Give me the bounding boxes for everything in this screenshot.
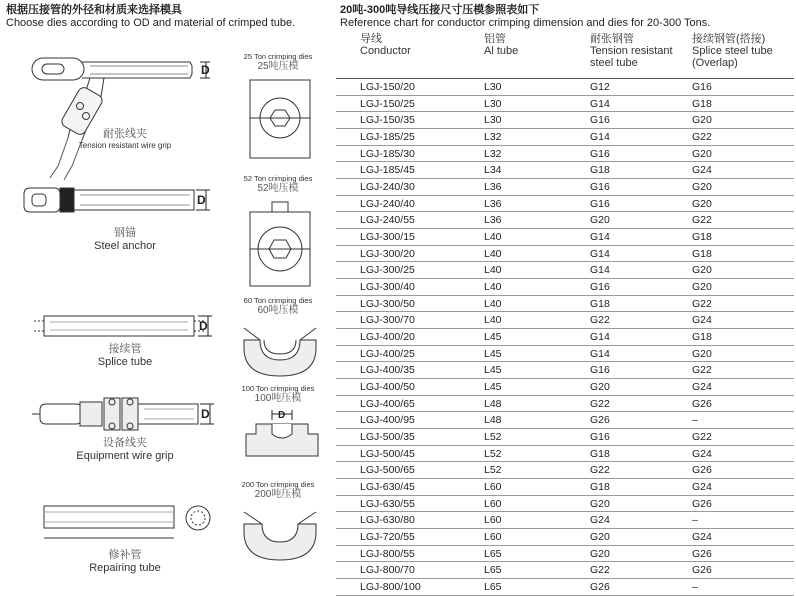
cell-al-tube: L65 xyxy=(484,547,502,560)
die-200-title xyxy=(228,480,328,500)
cell-splice-tube: G20 xyxy=(692,264,712,277)
table-row xyxy=(336,246,794,263)
cell-splice-tube: G26 xyxy=(692,497,712,510)
cell-splice-tube: G22 xyxy=(692,214,712,227)
die-200-drawing xyxy=(240,510,320,562)
figure-en-label: Repairing tube xyxy=(89,562,161,574)
cell-splice-tube: G26 xyxy=(692,564,712,577)
table-row xyxy=(336,296,794,313)
cell-splice-tube: G24 xyxy=(692,531,712,544)
table-row xyxy=(336,496,794,513)
cell-al-tube: L45 xyxy=(484,347,502,360)
table-row xyxy=(336,579,794,596)
cell-tension-tube: G22 xyxy=(590,564,610,577)
dimension-d-label-5: D xyxy=(278,410,286,421)
figure-cn-label: 设备线夹 xyxy=(103,437,147,449)
table-row xyxy=(336,429,794,446)
cell-conductor: LGJ-240/30 xyxy=(360,181,415,194)
die-25-title xyxy=(228,52,328,72)
cell-al-tube: L36 xyxy=(484,197,502,210)
cell-tension-tube: G16 xyxy=(590,281,610,294)
table-row xyxy=(336,329,794,346)
cell-conductor: LGJ-500/45 xyxy=(360,447,415,460)
cell-splice-tube: G22 xyxy=(692,131,712,144)
cell-conductor: LGJ-400/95 xyxy=(360,414,415,427)
repairing-tube-drawing xyxy=(20,498,220,548)
header-splice-steel-tube xyxy=(692,33,792,69)
die-cn-label: 200吨压模 xyxy=(254,489,302,500)
cell-al-tube: L36 xyxy=(484,214,502,227)
cell-splice-tube: G26 xyxy=(692,397,712,410)
cell-tension-tube: G22 xyxy=(590,397,610,410)
cell-tension-tube: G26 xyxy=(590,414,610,427)
die-100-title xyxy=(228,384,328,404)
die-25-drawing xyxy=(248,78,312,160)
table-row xyxy=(336,562,794,579)
cell-conductor: LGJ-185/45 xyxy=(360,164,415,177)
die-60-title xyxy=(228,296,328,316)
cell-conductor: LGJ-185/25 xyxy=(360,131,415,144)
header-al-tube xyxy=(484,33,518,57)
cell-tension-tube: G18 xyxy=(590,164,610,177)
figure-cn-label: 耐张线夹 xyxy=(103,128,147,140)
equipment-grip-drawing xyxy=(20,390,220,440)
figure-en-label: Tension resistant wire grip xyxy=(78,141,172,150)
cell-conductor: LGJ-720/55 xyxy=(360,531,415,544)
table-row xyxy=(336,146,794,163)
cell-tension-tube: G14 xyxy=(590,331,610,344)
table-row xyxy=(336,279,794,296)
cell-conductor: LGJ-400/50 xyxy=(360,381,415,394)
cell-conductor: LGJ-300/70 xyxy=(360,314,415,327)
cell-conductor: LGJ-630/80 xyxy=(360,514,415,527)
cell-splice-tube: G24 xyxy=(692,381,712,394)
cell-splice-tube: G22 xyxy=(692,297,712,310)
cell-al-tube: L30 xyxy=(484,114,502,127)
cell-splice-tube: G22 xyxy=(692,364,712,377)
cell-conductor: LGJ-400/20 xyxy=(360,331,415,344)
table-row xyxy=(336,479,794,496)
cell-splice-tube: G20 xyxy=(692,197,712,210)
cell-al-tube: L30 xyxy=(484,97,502,110)
cell-al-tube: L52 xyxy=(484,431,502,444)
cell-conductor: LGJ-150/20 xyxy=(360,81,415,93)
figure-repairing-tube-label xyxy=(60,546,190,574)
cell-splice-tube: – xyxy=(692,514,698,527)
cell-al-tube: L40 xyxy=(484,231,502,244)
cell-splice-tube: G16 xyxy=(692,81,712,93)
header-cn: 铝管 xyxy=(484,33,506,45)
cell-conductor: LGJ-400/35 xyxy=(360,364,415,377)
cell-conductor: LGJ-185/30 xyxy=(360,147,415,160)
die-en-label: 25 Ton crimping dies xyxy=(243,52,313,61)
table-row xyxy=(336,446,794,463)
cell-conductor: LGJ-400/65 xyxy=(360,397,415,410)
right-header-cn: 20吨-300吨导线压接尺寸压模参照表如下 xyxy=(340,4,540,16)
cell-al-tube: L32 xyxy=(484,131,502,144)
figure-en-label: Splice tube xyxy=(97,356,153,368)
header-cn: 接续钢管(搭接) xyxy=(692,33,766,45)
tension-grip-drawing xyxy=(20,48,220,183)
header-en: Conductor xyxy=(360,45,411,57)
table-row xyxy=(336,379,794,396)
die-100-drawing xyxy=(244,406,320,462)
cell-tension-tube: G16 xyxy=(590,197,610,210)
table-row xyxy=(336,362,794,379)
table-body xyxy=(336,79,794,596)
cell-tension-tube: G20 xyxy=(590,381,610,394)
cell-conductor: LGJ-300/40 xyxy=(360,281,415,294)
cell-splice-tube: G20 xyxy=(692,281,712,294)
cell-tension-tube: G20 xyxy=(590,214,610,227)
header-en: Tension resistant steel tube xyxy=(590,45,673,69)
cell-conductor: LGJ-800/55 xyxy=(360,547,415,560)
cell-splice-tube: G26 xyxy=(692,464,712,477)
die-52-drawing xyxy=(248,200,312,288)
die-en-label: 100 Ton crimping dies xyxy=(241,384,315,393)
dimension-d-label-1: D xyxy=(201,63,210,77)
cell-al-tube: L45 xyxy=(484,381,502,394)
figure-en-label: Steel anchor xyxy=(94,240,156,252)
cell-tension-tube: G16 xyxy=(590,181,610,194)
cell-al-tube: L60 xyxy=(484,514,502,527)
table-row xyxy=(336,546,794,563)
left-header-en: Choose dies according to OD and material of crimped tube. xyxy=(6,17,296,29)
figure-cn-label: 接续管 xyxy=(108,343,142,355)
cell-tension-tube: G22 xyxy=(590,314,610,327)
left-header-cn: 根据压接管的外径和材质来选择模具 xyxy=(6,4,182,16)
cell-conductor: LGJ-300/20 xyxy=(360,247,415,260)
table-row xyxy=(336,462,794,479)
figure-equipment-grip-label xyxy=(55,434,195,462)
table-row xyxy=(336,529,794,546)
cell-tension-tube: G18 xyxy=(590,297,610,310)
cell-tension-tube: G12 xyxy=(590,81,610,93)
cell-conductor: LGJ-800/100 xyxy=(360,581,421,594)
cell-al-tube: L65 xyxy=(484,564,502,577)
dimension-d-label-4: D xyxy=(201,407,210,421)
cell-tension-tube: G20 xyxy=(590,547,610,560)
die-60-drawing xyxy=(240,326,320,378)
cell-al-tube: L52 xyxy=(484,447,502,460)
cell-tension-tube: G22 xyxy=(590,464,610,477)
table-row xyxy=(336,129,794,146)
die-cn-label: 25吨压模 xyxy=(257,61,299,72)
cell-al-tube: L30 xyxy=(484,81,502,93)
cell-conductor: LGJ-800/70 xyxy=(360,564,415,577)
cell-splice-tube: G20 xyxy=(692,347,712,360)
right-header-en: Reference chart for conductor crimping dimension and dies for 20-300 Tons. xyxy=(340,17,711,29)
cell-splice-tube: G18 xyxy=(692,97,712,110)
die-cn-label: 60吨压模 xyxy=(257,305,299,316)
cell-tension-tube: G16 xyxy=(590,147,610,160)
dimension-d-label-2: D xyxy=(197,193,206,207)
table-row xyxy=(336,96,794,113)
cell-splice-tube: G22 xyxy=(692,431,712,444)
cell-al-tube: L40 xyxy=(484,247,502,260)
figure-en-label: Equipment wire grip xyxy=(76,450,174,462)
cell-al-tube: L34 xyxy=(484,164,502,177)
header-en: Splice steel tube (Overlap) xyxy=(692,45,773,69)
table-row xyxy=(336,229,794,246)
cell-tension-tube: G24 xyxy=(590,514,610,527)
cell-tension-tube: G14 xyxy=(590,231,610,244)
header-tension-steel-tube xyxy=(590,33,690,69)
table-row xyxy=(336,346,794,363)
cell-tension-tube: G14 xyxy=(590,247,610,260)
die-cn-label: 100吨压模 xyxy=(254,393,302,404)
table-row xyxy=(336,162,794,179)
cell-tension-tube: G16 xyxy=(590,364,610,377)
cell-al-tube: L45 xyxy=(484,364,502,377)
figure-cn-label: 修补管 xyxy=(108,549,142,561)
cell-splice-tube: G24 xyxy=(692,164,712,177)
cell-splice-tube: G20 xyxy=(692,147,712,160)
figure-steel-anchor-label xyxy=(60,224,190,252)
cell-tension-tube: G20 xyxy=(590,497,610,510)
cell-tension-tube: G20 xyxy=(590,531,610,544)
cell-conductor: LGJ-500/35 xyxy=(360,431,415,444)
table-row xyxy=(336,412,794,429)
cell-conductor: LGJ-150/25 xyxy=(360,97,415,110)
die-cn-label: 52吨压模 xyxy=(257,183,299,194)
cell-al-tube: L32 xyxy=(484,147,502,160)
header-en: Al tube xyxy=(484,45,519,57)
header-cn: 耐张钢管 xyxy=(590,33,634,45)
cell-splice-tube: G20 xyxy=(692,181,712,194)
cell-conductor: LGJ-300/50 xyxy=(360,297,415,310)
steel-anchor-drawing xyxy=(20,180,220,220)
cell-al-tube: L65 xyxy=(484,581,502,594)
table-row xyxy=(336,196,794,213)
cell-al-tube: L60 xyxy=(484,531,502,544)
figure-cn-label: 钢锚 xyxy=(114,227,136,239)
table-row xyxy=(336,112,794,129)
figure-splice-tube-label xyxy=(60,340,190,368)
cell-conductor: LGJ-240/40 xyxy=(360,197,415,210)
cell-tension-tube: G14 xyxy=(590,131,610,144)
cell-al-tube: L40 xyxy=(484,281,502,294)
cell-al-tube: L40 xyxy=(484,264,502,277)
cell-splice-tube: G18 xyxy=(692,331,712,344)
cell-al-tube: L60 xyxy=(484,497,502,510)
cell-splice-tube: G18 xyxy=(692,247,712,260)
cell-al-tube: L52 xyxy=(484,464,502,477)
crimping-reference-table xyxy=(336,30,794,596)
cell-tension-tube: G16 xyxy=(590,114,610,127)
cell-tension-tube: G26 xyxy=(590,581,610,594)
figure-tension-grip-label xyxy=(60,125,190,150)
cell-tension-tube: G14 xyxy=(590,97,610,110)
cell-splice-tube: G24 xyxy=(692,314,712,327)
table-header-row xyxy=(336,30,794,79)
cell-conductor: LGJ-630/55 xyxy=(360,497,415,510)
cell-al-tube: L48 xyxy=(484,397,502,410)
table-row xyxy=(336,312,794,329)
cell-conductor: LGJ-240/55 xyxy=(360,214,415,227)
table-row xyxy=(336,179,794,196)
table-row xyxy=(336,262,794,279)
cell-tension-tube: G14 xyxy=(590,264,610,277)
table-row xyxy=(336,79,794,96)
table-row xyxy=(336,212,794,229)
cell-al-tube: L60 xyxy=(484,481,502,494)
cell-splice-tube: G24 xyxy=(692,481,712,494)
cell-tension-tube: G18 xyxy=(590,481,610,494)
cell-al-tube: L40 xyxy=(484,314,502,327)
dimension-d-label-3: D xyxy=(199,319,208,333)
cell-tension-tube: G16 xyxy=(590,431,610,444)
die-en-label: 200 Ton crimping dies xyxy=(241,480,315,489)
cell-splice-tube: – xyxy=(692,581,698,594)
cell-conductor: LGJ-400/25 xyxy=(360,347,415,360)
header-conductor xyxy=(360,33,411,57)
cell-al-tube: L48 xyxy=(484,414,502,427)
cell-conductor: LGJ-630/45 xyxy=(360,481,415,494)
cell-tension-tube: G18 xyxy=(590,447,610,460)
cell-tension-tube: G14 xyxy=(590,347,610,360)
table-row xyxy=(336,512,794,529)
cell-conductor: LGJ-300/25 xyxy=(360,264,415,277)
cell-splice-tube: G26 xyxy=(692,547,712,560)
cell-al-tube: L40 xyxy=(484,297,502,310)
die-52-title xyxy=(228,174,328,194)
header-cn: 导线 xyxy=(360,33,382,45)
cell-splice-tube: G20 xyxy=(692,114,712,127)
cell-splice-tube: G18 xyxy=(692,231,712,244)
cell-splice-tube: – xyxy=(692,414,698,427)
cell-al-tube: L45 xyxy=(484,331,502,344)
table-row xyxy=(336,396,794,413)
cell-conductor: LGJ-150/35 xyxy=(360,114,415,127)
die-en-label: 60 Ton crimping dies xyxy=(243,296,313,305)
cell-conductor: LGJ-300/15 xyxy=(360,231,415,244)
die-en-label: 52 Ton crimping dies xyxy=(243,174,313,183)
cell-splice-tube: G24 xyxy=(692,447,712,460)
cell-conductor: LGJ-500/65 xyxy=(360,464,415,477)
cell-al-tube: L36 xyxy=(484,181,502,194)
